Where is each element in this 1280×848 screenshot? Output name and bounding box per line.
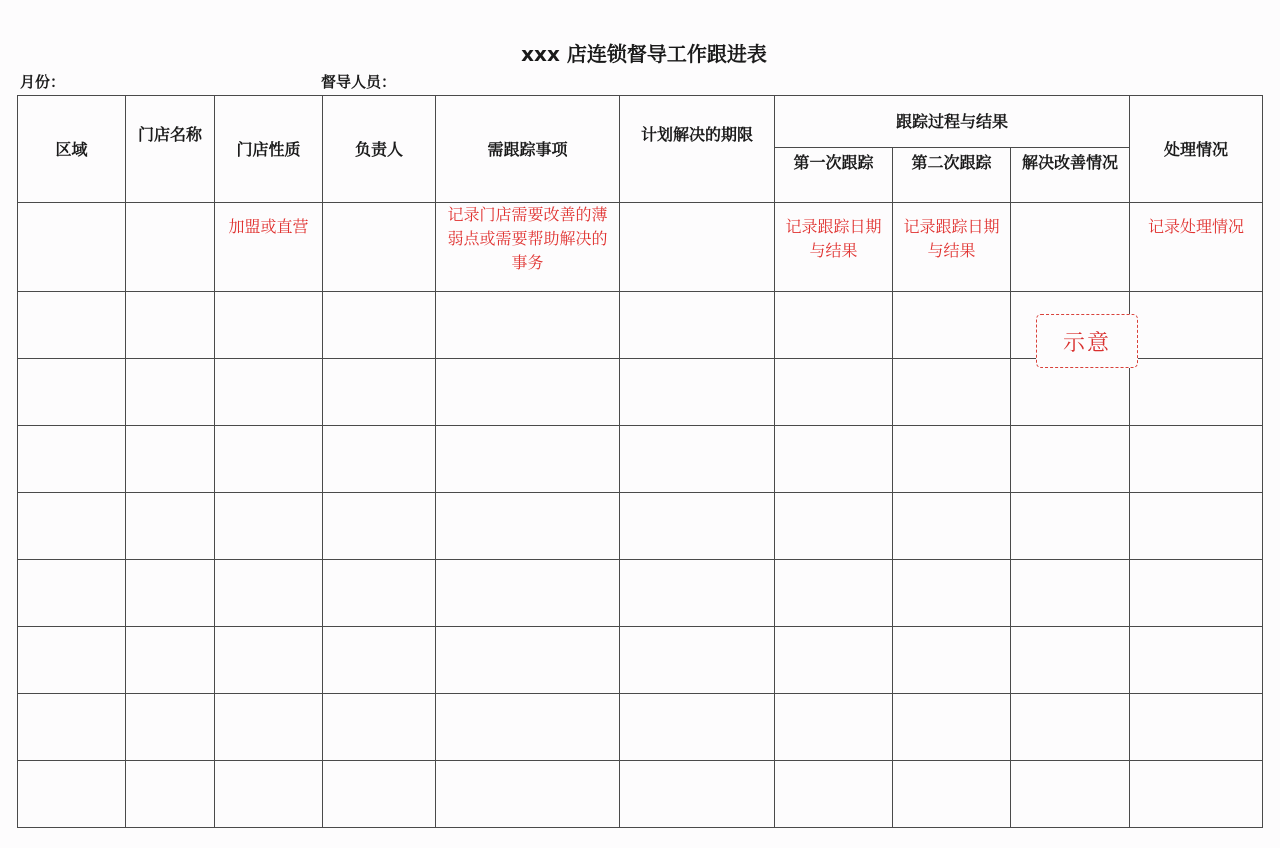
table-row: [18, 426, 1263, 493]
table-cell[interactable]: [18, 560, 126, 627]
table-cell[interactable]: [620, 426, 775, 493]
table-cell[interactable]: [893, 493, 1011, 560]
page-title: xxx 店连锁督导工作跟进表: [521, 42, 767, 66]
table-row: [18, 694, 1263, 761]
table-cell[interactable]: [893, 359, 1011, 426]
table-row: [18, 627, 1263, 694]
table-cell[interactable]: [1130, 493, 1263, 560]
table-cell[interactable]: [620, 359, 775, 426]
header-store-name: 门店名称: [126, 96, 215, 203]
sample-stamp: 示意: [1036, 314, 1138, 368]
month-label: 月份：: [20, 73, 66, 91]
cell-store-name[interactable]: [126, 203, 215, 292]
table-cell[interactable]: [215, 359, 323, 426]
table-cell[interactable]: [1130, 761, 1263, 828]
table-cell[interactable]: [215, 694, 323, 761]
table-row: [18, 761, 1263, 828]
table-cell[interactable]: [1130, 426, 1263, 493]
header-improvement: 解决改善情况: [1011, 148, 1130, 203]
table-cell[interactable]: [126, 560, 215, 627]
table-cell[interactable]: [215, 292, 323, 359]
table-cell[interactable]: [893, 627, 1011, 694]
table-cell[interactable]: [436, 493, 620, 560]
table-cell[interactable]: [323, 359, 436, 426]
table-cell[interactable]: [436, 627, 620, 694]
header-row: [18, 96, 1263, 148]
table-cell[interactable]: [1130, 560, 1263, 627]
table-cell[interactable]: [18, 292, 126, 359]
table-cell[interactable]: [126, 359, 215, 426]
table-row: [18, 493, 1263, 560]
header-second-follow: 第二次跟踪: [893, 148, 1011, 203]
table-cell[interactable]: [126, 493, 215, 560]
table-cell[interactable]: [893, 694, 1011, 761]
table-cell[interactable]: [620, 694, 775, 761]
table-cell[interactable]: [775, 359, 893, 426]
table-cell[interactable]: [215, 426, 323, 493]
header-owner: 负责人: [323, 96, 436, 203]
table-cell[interactable]: [436, 359, 620, 426]
table-cell[interactable]: [18, 359, 126, 426]
table-cell[interactable]: [775, 627, 893, 694]
table-cell[interactable]: [620, 761, 775, 828]
table-cell[interactable]: [436, 560, 620, 627]
cell-first-follow[interactable]: 记录跟踪日期与结果: [775, 203, 893, 292]
table-cell[interactable]: [126, 694, 215, 761]
table-cell[interactable]: [620, 292, 775, 359]
table-cell[interactable]: [126, 292, 215, 359]
table-cell[interactable]: [18, 426, 126, 493]
table-cell[interactable]: [893, 292, 1011, 359]
header-store-type: 门店性质: [215, 96, 323, 203]
table-cell[interactable]: [215, 560, 323, 627]
table-cell[interactable]: [323, 761, 436, 828]
table-cell[interactable]: [1011, 560, 1130, 627]
table-cell[interactable]: [775, 292, 893, 359]
supervisor-label: 督导人员：: [321, 73, 397, 91]
table-cell[interactable]: [893, 426, 1011, 493]
table-cell[interactable]: [436, 761, 620, 828]
table-cell[interactable]: [1130, 627, 1263, 694]
table-cell[interactable]: [1011, 761, 1130, 828]
example-row: [18, 203, 1263, 292]
table-cell[interactable]: [775, 761, 893, 828]
table-cell[interactable]: [323, 426, 436, 493]
table-cell[interactable]: [323, 627, 436, 694]
header-deadline: 计划解决的期限: [620, 96, 775, 203]
table-cell[interactable]: [620, 493, 775, 560]
table-cell[interactable]: [215, 627, 323, 694]
header-first-follow: 第一次跟踪: [775, 148, 893, 203]
table-cell[interactable]: [126, 761, 215, 828]
cell-region[interactable]: [18, 203, 126, 292]
table-cell[interactable]: [18, 761, 126, 828]
header-process-group: 跟踪过程与结果: [775, 96, 1130, 148]
table-cell[interactable]: [620, 560, 775, 627]
table-cell[interactable]: [126, 426, 215, 493]
table-cell[interactable]: [18, 493, 126, 560]
table-cell[interactable]: [323, 292, 436, 359]
table-cell[interactable]: [775, 694, 893, 761]
table-cell[interactable]: [215, 493, 323, 560]
table-row: [18, 359, 1263, 426]
table-cell[interactable]: [18, 627, 126, 694]
table-cell[interactable]: [1011, 627, 1130, 694]
table-cell[interactable]: [1011, 359, 1130, 426]
table-cell[interactable]: [1011, 694, 1130, 761]
table-cell[interactable]: [775, 560, 893, 627]
table-cell[interactable]: [126, 627, 215, 694]
table-cell[interactable]: [893, 761, 1011, 828]
tracking-table: [17, 95, 1263, 828]
table-cell[interactable]: [1011, 426, 1130, 493]
table-cell[interactable]: [1011, 493, 1130, 560]
table-cell[interactable]: [620, 627, 775, 694]
cell-store-type[interactable]: 加盟或直营: [215, 203, 323, 292]
table-cell[interactable]: [436, 292, 620, 359]
cell-owner[interactable]: [323, 203, 436, 292]
cell-handling[interactable]: 记录处理情况: [1130, 203, 1263, 292]
table-cell[interactable]: [436, 426, 620, 493]
header-handling: 处理情况: [1130, 96, 1263, 203]
table-cell[interactable]: [323, 694, 436, 761]
cell-improvement[interactable]: [1011, 203, 1130, 292]
table-cell[interactable]: [1130, 694, 1263, 761]
table-cell[interactable]: [323, 493, 436, 560]
table-cell[interactable]: [323, 560, 436, 627]
table-cell[interactable]: [775, 426, 893, 493]
cell-deadline[interactable]: [620, 203, 775, 292]
header-region: 区域: [18, 96, 126, 203]
table-cell[interactable]: [1130, 292, 1263, 359]
table-cell[interactable]: [775, 493, 893, 560]
table-cell[interactable]: [215, 761, 323, 828]
table-cell[interactable]: [1130, 359, 1263, 426]
header-tracking-items: 需跟踪事项: [436, 96, 620, 203]
cell-second-follow[interactable]: 记录跟踪日期与结果: [893, 203, 1011, 292]
table-cell[interactable]: [18, 694, 126, 761]
table-cell[interactable]: [436, 694, 620, 761]
table-cell[interactable]: [893, 560, 1011, 627]
cell-tracking-items[interactable]: 记录门店需要改善的薄弱点或需要帮助解决的事务: [436, 203, 620, 292]
table-row: [18, 560, 1263, 627]
